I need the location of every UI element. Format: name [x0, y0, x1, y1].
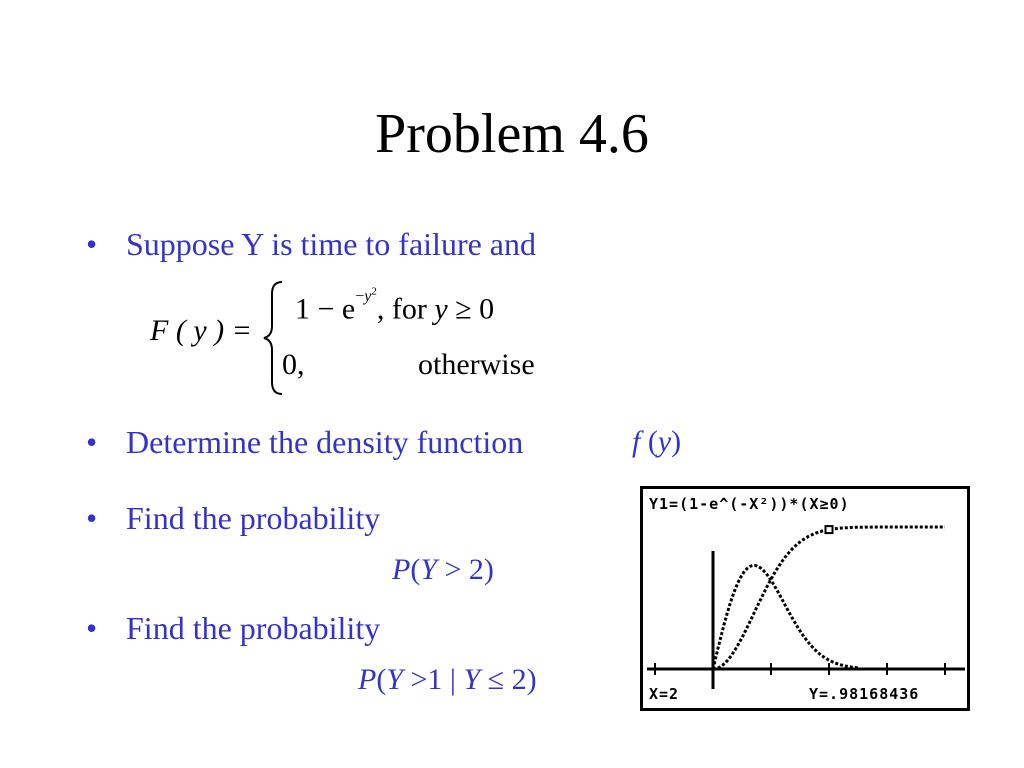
cdf-lhs	[150, 314, 252, 348]
cdf-case1-cond-var: y	[434, 292, 448, 326]
bullet-1-text: Suppose Y is time to failure and	[126, 226, 536, 262]
trace-cursor	[826, 526, 833, 533]
calc-y-readout: Y=.98168436	[809, 685, 920, 703]
cdf-case1-cond-prefix: , for	[376, 292, 435, 326]
bullet-3	[86, 498, 380, 538]
calculator-screen	[640, 486, 970, 711]
exp-var: y	[364, 288, 372, 306]
density-close: )	[671, 425, 682, 458]
prob2-mid: >1 |	[403, 663, 464, 696]
bullet-dot: •	[86, 610, 98, 646]
density-var: y	[657, 425, 672, 458]
calc-header: Y1=(1-e^(-X²))*(X≥0)	[649, 495, 850, 513]
calculator-graph	[643, 489, 967, 708]
cdf-case2-expr: 0,	[282, 348, 305, 381]
density-f: f	[632, 425, 641, 458]
prob2-var1: Y	[386, 663, 404, 696]
calc-x-readout: X=2	[649, 685, 680, 703]
cdf-case1-exponent	[355, 288, 377, 305]
prob2-rest: ≤ 2)	[480, 663, 537, 696]
prob1-var: Y	[420, 553, 438, 586]
bullet-dot: •	[86, 500, 98, 536]
cdf-case1-cond-rest: ≥ 0	[447, 292, 495, 326]
prob2-open: (	[376, 663, 387, 696]
cdf-case1	[295, 286, 495, 326]
bullet-dot: •	[86, 424, 98, 460]
cdf-case1-expr: 1 − e	[295, 292, 356, 326]
bullet-1	[86, 224, 536, 264]
exp-minus: −	[355, 288, 365, 306]
prob1-P: P	[392, 553, 411, 586]
prob2-P: P	[358, 663, 377, 696]
bullet-4-text: Find the probability	[126, 610, 381, 646]
bullet-dot: •	[86, 226, 98, 262]
density-expr	[632, 422, 681, 462]
slide-title: Problem 4.6	[375, 103, 649, 165]
pdf-curve	[713, 566, 858, 670]
bullet-3-text: Find the probability	[126, 500, 381, 536]
prob1-open: (	[410, 553, 421, 586]
bullet-2	[86, 422, 523, 462]
prob1-rest: > 2)	[437, 553, 494, 586]
bullet-4	[86, 608, 380, 648]
prob1-expr	[392, 550, 494, 590]
prob2-var2: Y	[463, 663, 481, 696]
exp-power: 2	[371, 286, 377, 298]
density-open: (	[640, 425, 658, 458]
bullet-2-text: Determine the density function	[126, 424, 524, 460]
prob2-expr	[358, 660, 537, 700]
cdf-lhs-text: F ( y ) =	[150, 314, 252, 347]
cdf-curve	[713, 527, 945, 669]
cdf-case2-cond: otherwise	[418, 348, 535, 381]
